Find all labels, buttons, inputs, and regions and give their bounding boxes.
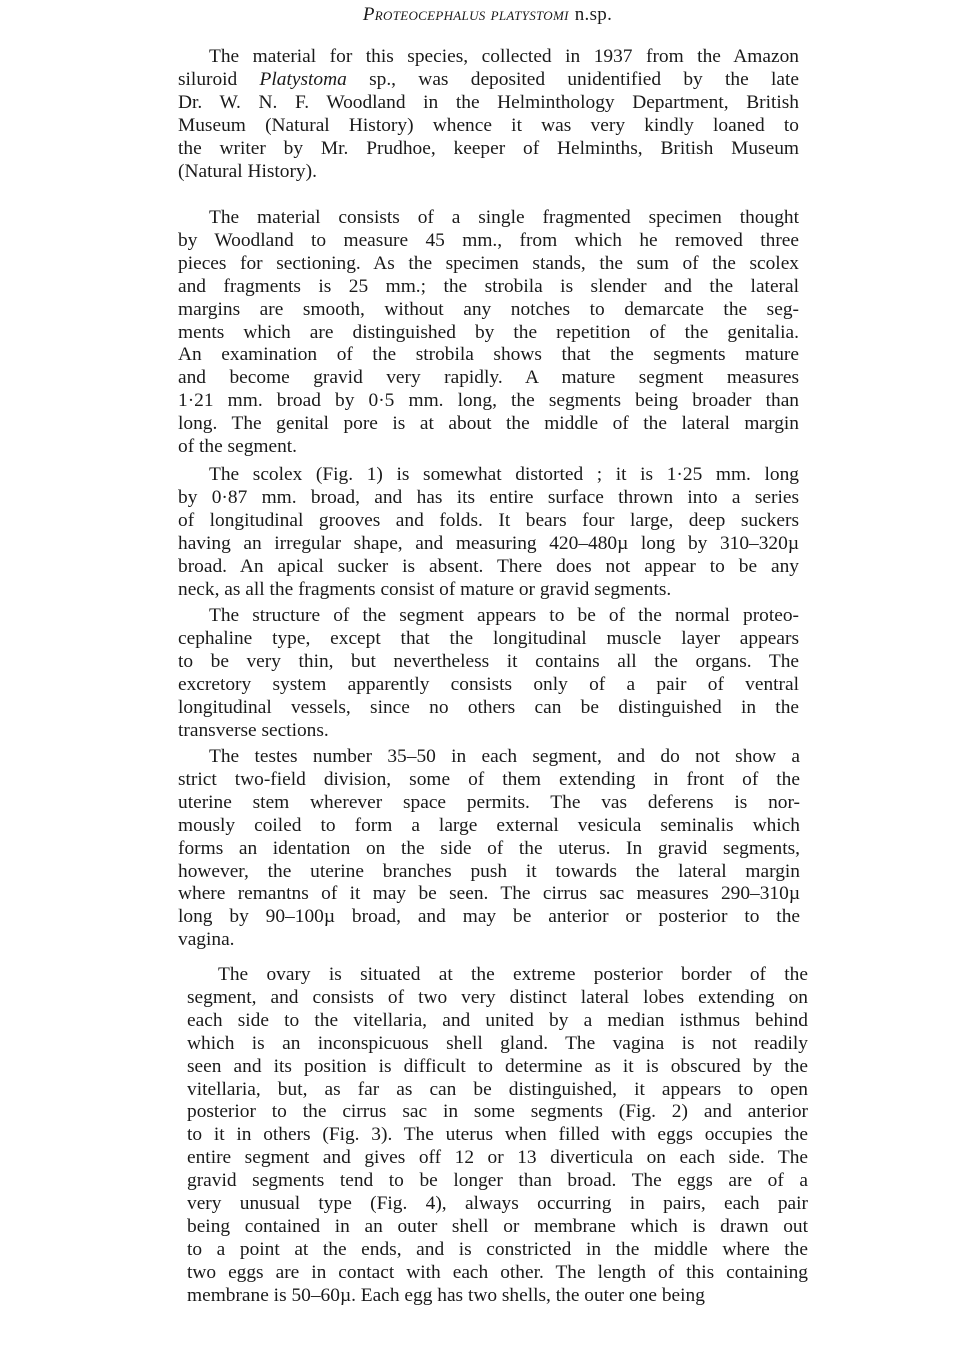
- text-line: The scolex (Fig. 1) is somewhat distorted ; it is 1·25 mm. long: [209, 464, 799, 485]
- text-line: The structure of the segment appears to be of the normal proteo-: [209, 605, 799, 626]
- italic-taxon: Platystoma: [259, 68, 347, 90]
- text-line: neck, as all the fragments consist of mature or gravid segments.: [178, 578, 672, 600]
- text-line: The material consists of a single fragmented specimen thought: [209, 207, 799, 228]
- text-line: by 0·87 mm. broad, and has its entire surface thrown into a series: [178, 486, 799, 508]
- paragraph-material-origin: [178, 46, 799, 183]
- text-line: longitudinal vessels, since no others can be distinguished in the: [178, 696, 799, 718]
- text-line: An examination of the strobila shows that the segments mature: [178, 344, 799, 366]
- text-line: of the segment.: [178, 436, 298, 458]
- text-line: broad. An apical sucker is absent. There does not appear to be any: [178, 555, 799, 577]
- text-line: entire segment and gives off 12 or 13 diverticula on each side. The: [187, 1147, 808, 1169]
- running-head: [0, 4, 975, 26]
- paragraph-testes: [178, 746, 800, 952]
- text-line: membrane is 50–60µ. Each egg has two shells, the outer one being: [187, 1284, 705, 1306]
- text-line: however, the uterine branches push it towards the lateral margin: [178, 860, 800, 882]
- text-line: segment, and consists of two very distinct lateral lobes extending on: [187, 986, 808, 1008]
- text-line: transverse sections.: [178, 719, 329, 741]
- text-line: 1·21 mm. broad by 0·5 mm. long, the segments being broader than: [178, 390, 799, 412]
- text-line: and fragments is 25 mm.; the strobila is slender and the lateral: [178, 275, 799, 297]
- text-line: siluroid Platystoma sp., was deposited unidentified by the late: [178, 68, 799, 90]
- text-line: to be very thin, but nevertheless it contains all the organs. The: [178, 650, 799, 672]
- text-line: strict two-field division, some of them extending in front of the: [178, 768, 800, 790]
- text-line: pieces for sectioning. As the specimen stands, the sum of the scolex: [178, 252, 799, 274]
- text-line: The material for this species, collected in 1937 from the Amazon: [209, 46, 799, 67]
- text-line: and become gravid very rapidly. A mature segment measures: [178, 367, 799, 389]
- text-line: two eggs are in contact with each other. The length of this containing: [187, 1261, 808, 1283]
- text-line: seen and its position is difficult to determine as it is obscured by the: [187, 1055, 808, 1077]
- text-line: vitellaria, but, as far as can be distinguished, it appears to open: [187, 1078, 808, 1100]
- text-line: mously coiled to form a large external vesicula seminalis which: [178, 814, 800, 836]
- text-line: the writer by Mr. Prudhoe, keeper of Helminths, British Museum: [178, 137, 799, 159]
- text-line: gravid segments tend to be longer than broad. The eggs are of a: [187, 1170, 808, 1192]
- paragraph-scolex: [178, 464, 799, 601]
- text-line: forms an identation on the side of the uterus. In gravid segments,: [178, 837, 800, 859]
- text-line: vagina.: [178, 929, 235, 951]
- text-line: to it in others (Fig. 3). The uterus when filled with eggs occupies the: [187, 1124, 808, 1146]
- text-line: Museum (Natural History) whence it was very kindly loaned to: [178, 114, 799, 136]
- text-line: excretory system apparently consists only of a pair of ventral: [178, 673, 799, 695]
- text-line: margins are smooth, without any notches to demarcate the seg-: [178, 298, 799, 320]
- text-line: being contained in an outer shell or membrane which is drawn out: [187, 1215, 808, 1237]
- text-line: ments which are distinguished by the repetition of the genitalia.: [178, 321, 799, 343]
- text-line: Dr. W. N. F. Woodland in the Helminthology Department, British: [178, 91, 799, 113]
- paragraph-ovary: [187, 964, 808, 1308]
- text-line: uterine stem wherever space permits. The vas deferens is nor-: [178, 791, 800, 813]
- text-line: of longitudinal grooves and folds. It bears four large, deep suckers: [178, 509, 799, 531]
- text-line: which is an inconspicuous shell gland. The vagina is not readily: [187, 1032, 808, 1054]
- text-line: very unusual type (Fig. 4), always occurring in pairs, each pair: [187, 1193, 808, 1215]
- text-line: having an irregular shape, and measuring 420–480µ long by 310–320µ: [178, 532, 799, 554]
- paragraph-segment-structure: [178, 605, 799, 742]
- text-line: long by 90–100µ broad, and may be anterior or posterior to the: [178, 906, 800, 928]
- text-line: (Natural History).: [178, 160, 317, 182]
- text-line: cephaline type, except that the longitudinal muscle layer appears: [178, 627, 799, 649]
- running-head-suffix: n.sp.: [574, 4, 613, 25]
- text-line: The testes number 35–50 in each segment, and do not show a: [209, 746, 800, 767]
- text-line: where remantns of it may be seen. The cirrus sac measures 290–310µ: [178, 883, 800, 905]
- text-line: each side to the vitellaria, and united by a median isthmus behind: [187, 1009, 808, 1031]
- text-line: by Woodland to measure 45 mm., from which he removed three: [178, 229, 799, 251]
- text-line: The ovary is situated at the extreme posterior border of the: [218, 964, 808, 985]
- text-line: posterior to the cirrus sac in some segments (Fig. 2) and anterior: [187, 1101, 808, 1123]
- text-line: long. The genital pore is at about the middle of the lateral margin: [178, 413, 799, 435]
- paragraph-specimen-description: [178, 207, 799, 459]
- text-line: to a point at the ends, and is constricted in the middle where the: [187, 1238, 808, 1260]
- running-head-title: Proteocephalus platystomi: [362, 4, 569, 25]
